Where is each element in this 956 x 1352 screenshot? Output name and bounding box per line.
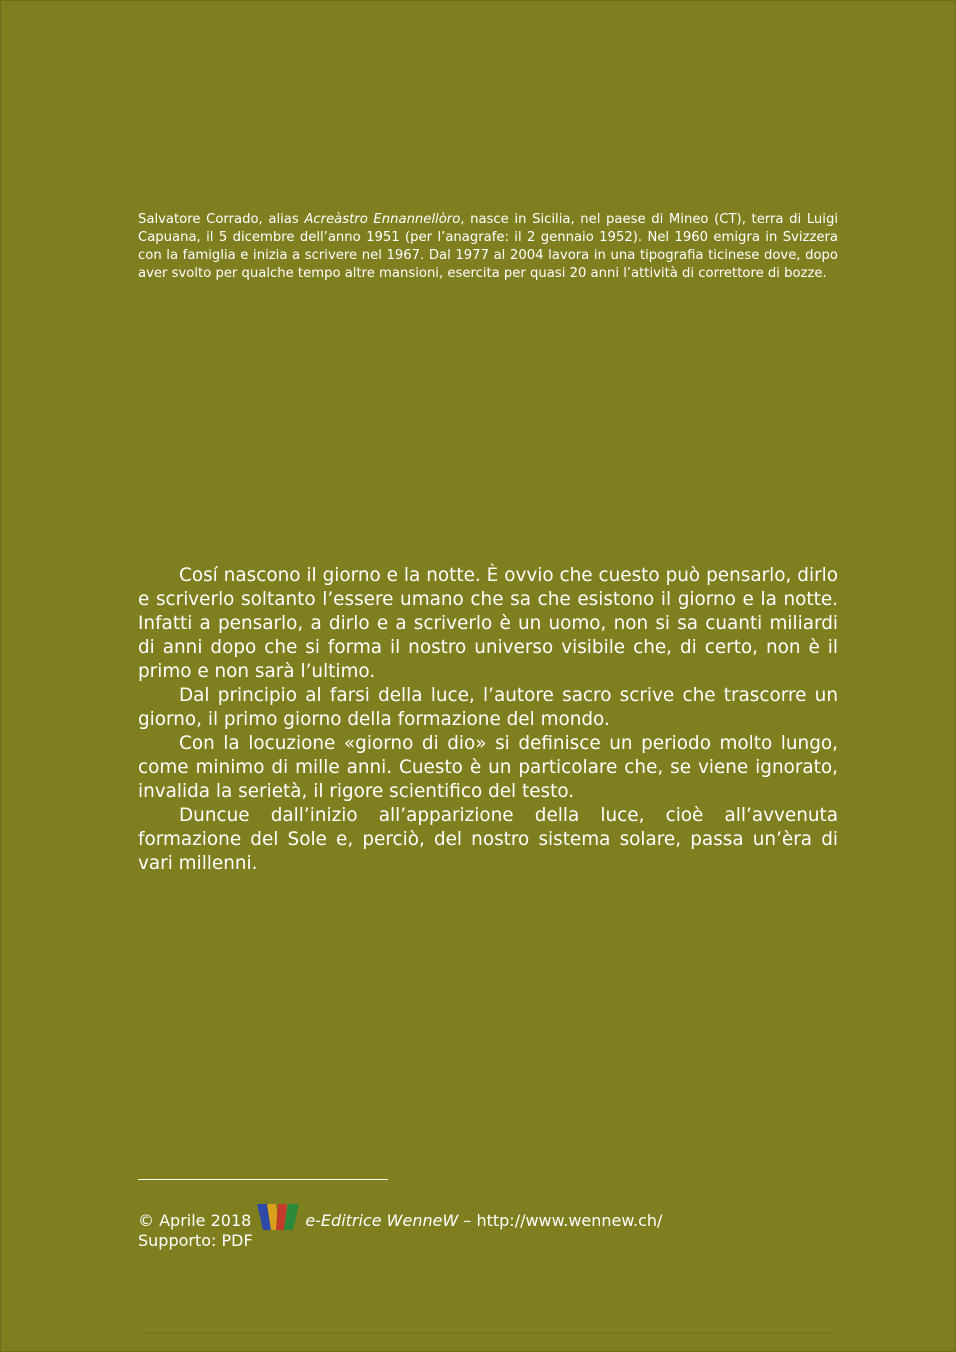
copyright-text: © Aprile 2018 [138, 1211, 252, 1230]
publisher-url[interactable]: http://www.wennew.ch/ [476, 1211, 663, 1230]
author-bio [138, 211, 838, 283]
bottom-rule [138, 1333, 836, 1334]
colophon [138, 1205, 662, 1251]
paragraph: Cosí nascono il giorno e la notte. È ovvio che cuesto può pensarlo, dirlo e scriverlo soltanto l’essere umano che sa che esistono il giorno e la notte. Infatti a pensarlo, a dirlo e a scriverlo è un uomo, non si sa cuanti miliardi di anni dopo che si forma il nostro universo visibile che, di certo, non è il primo e non sarà l’ultimo. [138, 565, 838, 682]
paragraph: Con la locuzione «giorno di dio» si definisce un periodo molto lungo, come minimo di mille anni. Cuesto è un particolare che, se viene ignorato, invalida la serietà, il rigore scientifico del testo. [138, 733, 838, 802]
bio-intro: Salvatore Corrado, alias [138, 212, 305, 227]
paragraph: Dal principio al farsi della luce, l’autore sacro scrive che trascorre un giorno, il primo giorno della formazione del mondo. [138, 685, 838, 730]
paragraph: Duncue dall’inizio all’apparizione della luce, cioè all’avvenuta formazione del Sole e, perciò, del nostro sistema solare, passa un’èra di vari millenni. [138, 805, 838, 874]
support-info: Supporto: PDF [138, 1231, 253, 1250]
separator: – [458, 1211, 477, 1230]
bio-alias: Acreàstro Ennannellòro [304, 212, 461, 227]
bio-rest: , nasce in Sicilia, nel paese di Mineo (CT), terra di Luigi Capuana, il 5 dicembre dell’anno 1951 (per l’anagrafe: il 2 gennaio 1952). Nel 1960 emigra in Svizzera con la famiglia e inizia a scrivere nel 1967. Dal 1977 al 2004 lavora in una tipografia ticinese dove, dopo aver svolto per qualche tempo altre mansioni, esercita per quasi 20 anni l’attività di correttore di bozze. [138, 212, 838, 281]
wennew-logo-icon [257, 1204, 299, 1230]
colophon-line [138, 1205, 662, 1231]
main-text [138, 564, 838, 876]
footer-divider [138, 1179, 388, 1180]
publisher-name: e-Editrice WenneW [305, 1211, 459, 1230]
